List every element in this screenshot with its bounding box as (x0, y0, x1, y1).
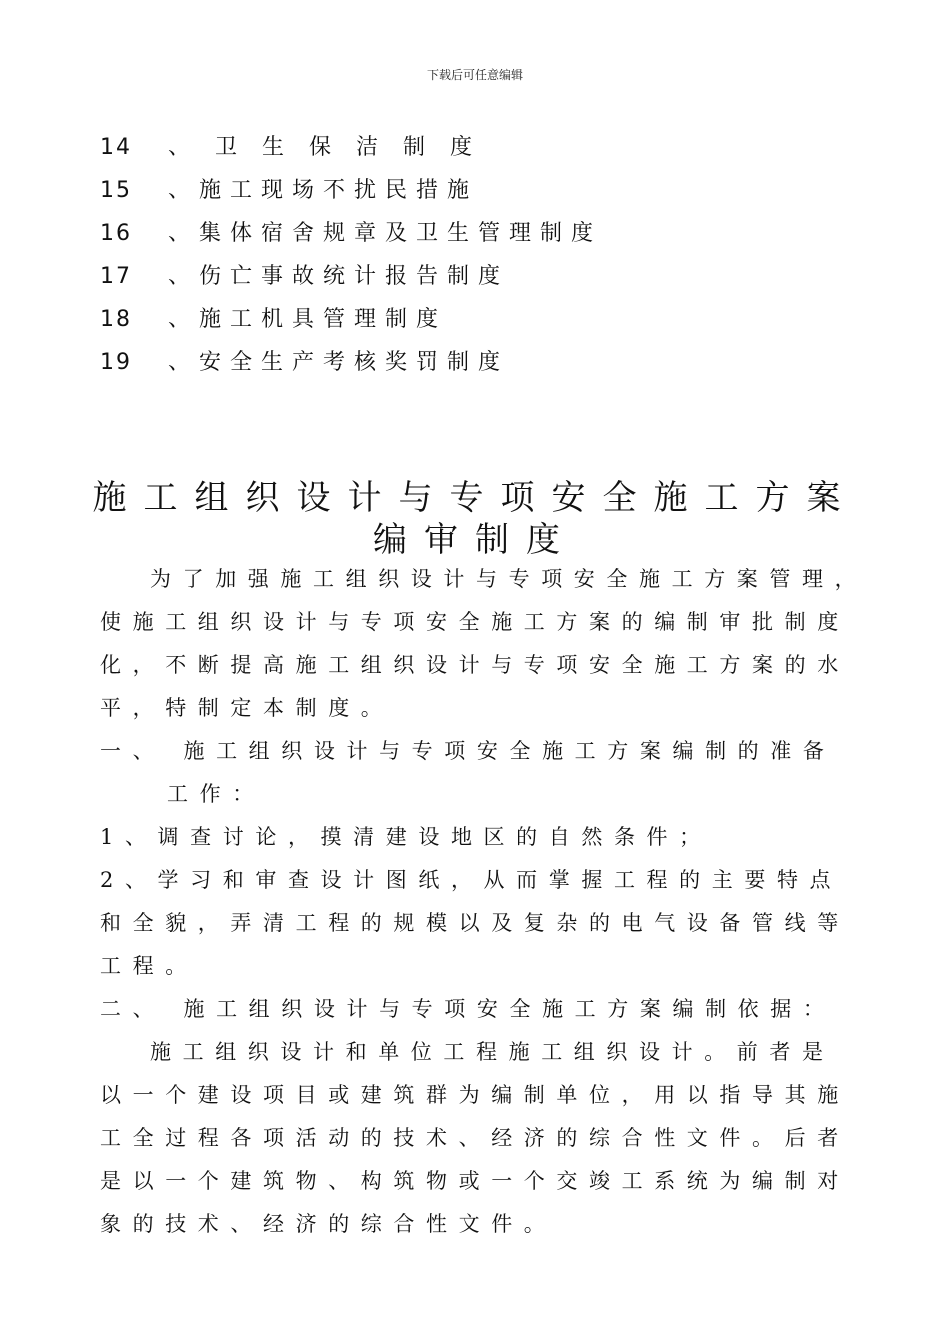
numbered-item: 1、调查讨论，摸清建设地区的自然条件； (100, 825, 712, 849)
paragraph-line: 和全貌，弄清工程的规模以及复杂的电气设备管线等 (100, 911, 850, 935)
paragraph-line: 使施工组织设计与专项安全施工方案的编制审批制度 (100, 610, 850, 634)
paragraph-line: 施工组织设计和单位工程施工组织设计。前者是 (150, 1040, 835, 1064)
list-item-text: 、伤亡事故统计报告制度 (168, 264, 510, 289)
list-item (100, 302, 447, 333)
paragraph-line: 象的技术、经济的综合性文件。 (100, 1212, 557, 1236)
list-item-text: 、安全生产考核奖罚制度 (168, 350, 510, 375)
section-heading: 二、 施工组织设计与专项安全施工方案编制依据： (100, 997, 836, 1021)
list-item (100, 345, 509, 376)
list-item-number: 16 (100, 221, 132, 246)
page-header: 下载后可任意编辑 (426, 68, 523, 82)
section-heading: 一、 施工组织设计与专项安全施工方案编制的准备 (100, 739, 836, 763)
list-item-number: 14 (100, 135, 132, 160)
section-heading-continuation: 工作： (167, 782, 265, 806)
list-item (100, 130, 481, 161)
list-item-text: 、施工机具管理制度 (168, 307, 448, 332)
paragraph-line: 是以一个建筑物、构筑物或一个交竣工系统为编制对 (100, 1169, 850, 1193)
document-title: 施工组织设计与专项安全施工方案 (92, 478, 858, 518)
paragraph-line: 工程。 (100, 954, 198, 978)
list-item (100, 216, 602, 247)
list-item (100, 173, 478, 204)
paragraph-line: 平，特制定本制度。 (100, 696, 394, 720)
list-item-number: 19 (100, 350, 132, 375)
list-item-text: 、施工现场不扰民措施 (168, 178, 479, 203)
list-item-text: 、 卫 生 保 洁 制 度 (168, 135, 481, 160)
paragraph-line: 工全过程各项活动的技术、经济的综合性文件。后者 (100, 1126, 850, 1150)
list-item (100, 259, 509, 290)
document-title-line2: 编审制度 (373, 520, 577, 560)
list-item-number: 15 (100, 178, 132, 203)
list-item-number: 18 (100, 307, 132, 332)
paragraph-line: 化，不断提高施工组织设计与专项安全施工方案的水 (100, 653, 850, 677)
list-item-number: 17 (100, 264, 132, 289)
numbered-item: 2、学习和审查设计图纸，从而掌握工程的主要特点 (100, 868, 843, 892)
list-item-text: 、集体宿舍规章及卫生管理制度 (168, 221, 603, 246)
paragraph-line: 为了加强施工组织设计与专项安全施工方案管理， (150, 567, 868, 591)
paragraph-line: 以一个建设项目或建筑群为编制单位，用以指导其施 (100, 1083, 850, 1107)
